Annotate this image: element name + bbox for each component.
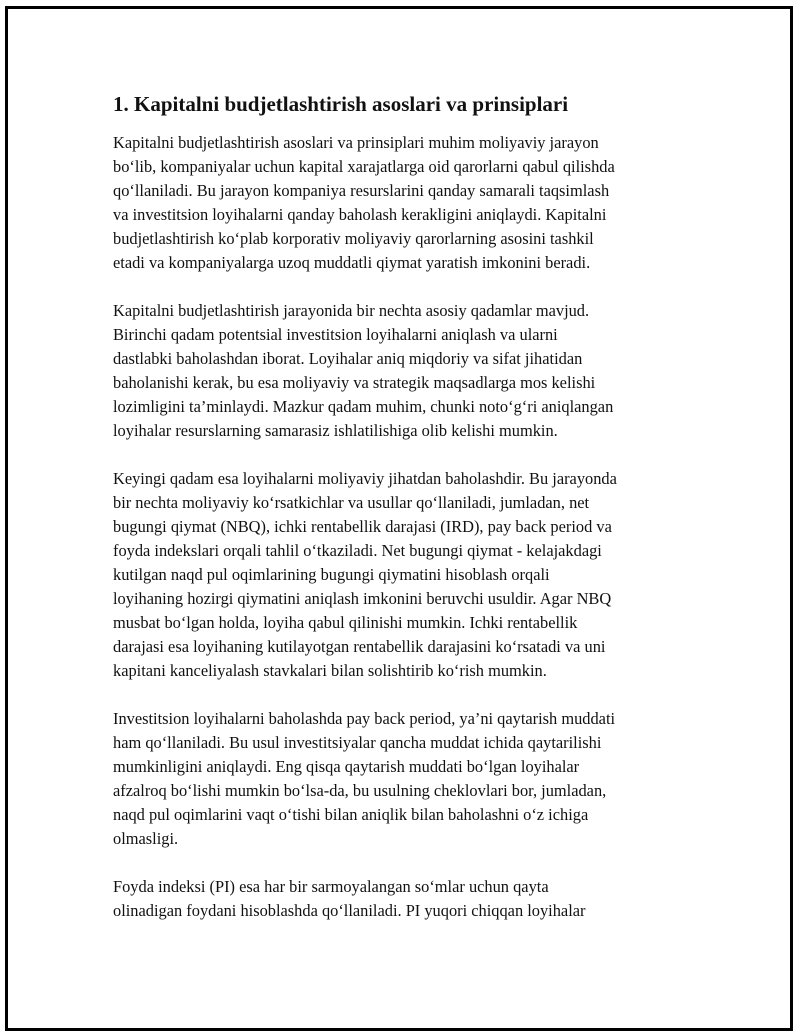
paragraph-1 <box>113 131 685 275</box>
text-line: va investitsion loyihalarni qanday baholash kerakligini aniqlaydi. Kapitalni <box>113 205 607 224</box>
text-line: budjetlashtirish ko‘plab korporativ moliyaviy qarorlarning asosini tashkil <box>113 229 594 248</box>
text-line: bugungi qiymat (NBQ), ichki rentabellik darajasi (IRD), pay back period va <box>113 517 612 536</box>
text-line: mumkinligini aniqlaydi. Eng qisqa qaytarish muddati bo‘lgan loyihalar <box>113 757 580 776</box>
text-line: loyihaning hozirgi qiymatini aniqlash imkonini beruvchi usuldir. Agar NBQ <box>113 589 612 608</box>
text-line: bo‘lib, kompaniyalar uchun kapital xarajatlarga oid qarorlarni qabul qilishda <box>113 157 615 176</box>
paragraph-3 <box>113 467 685 683</box>
text-line: etadi va kompaniyalarga uzoq muddatli qiymat yaratish imkonini beradi. <box>113 253 591 272</box>
paragraph-5 <box>113 875 685 923</box>
text-line: foyda indekslari orqali tahlil o‘tkaziladi. Net bugungi qiymat - kelajakdagi <box>113 541 602 560</box>
text-line: darajasi esa loyihaning kutilayotgan rentabellik darajasini ko‘rsatadi va uni <box>113 637 606 656</box>
text-line: olmasligi. <box>113 829 179 848</box>
text-line: Investitsion loyihalarni baholashda pay back period, ya’ni qaytarish muddati <box>113 709 616 728</box>
text-line: ham qo‘llaniladi. Bu usul investitsiyalar qancha muddat ichida qaytarilishi <box>113 733 602 752</box>
text-line: musbat bo‘lgan holda, loyiha qabul qilinishi mumkin. Ichki rentabellik <box>113 613 578 632</box>
text-line: naqd pul oqimlarini vaqt o‘tishi bilan aniqlik bilan baholashni o‘z ichiga <box>113 805 589 824</box>
text-line: loyihalar resurslarning samarasiz ishlatilishiga olib kelishi mumkin. <box>113 421 558 440</box>
paragraph-2 <box>113 299 685 443</box>
text-line: Kapitalni budjetlashtirish asoslari va prinsiplari muhim moliyaviy jarayon <box>113 133 599 152</box>
section-heading: 1. Kapitalni budjetlashtirish asoslari va prinsiplari <box>113 92 569 116</box>
text-line: lozimligini ta’minlaydi. Mazkur qadam muhim, chunki noto‘g‘ri aniqlangan <box>113 397 614 416</box>
text-line: dastlabki baholashdan iborat. Loyihalar aniq miqdoriy va sifat jihatidan <box>113 349 583 368</box>
text-line: kutilgan naqd pul oqimlarining bugungi qiymatini hisoblash orqali <box>113 565 550 584</box>
text-line: afzalroq bo‘lishi mumkin bo‘lsa-da, bu usulning cheklovlari bor, jumladan, <box>113 781 607 800</box>
text-line: Foyda indeksi (PI) esa har bir sarmoyalangan so‘mlar uchun qayta <box>113 877 549 896</box>
text-line: olinadigan foydani hisoblashda qo‘llaniladi. PI yuqori chiqqan loyihalar <box>113 901 586 920</box>
document-body <box>113 90 685 947</box>
text-line: Birinchi qadam potentsial investitsion loyihalarni aniqlash va ularni <box>113 325 558 344</box>
text-line: baholanishi kerak, bu esa moliyaviy va strategik maqsadlarga mos kelishi <box>113 373 596 392</box>
text-line: kapitani kanceliyalash stavkalari bilan solishtirib ko‘rish mumkin. <box>113 661 547 680</box>
text-line: Keyingi qadam esa loyihalarni moliyaviy jihatdan baholashdir. Bu jarayonda <box>113 469 617 488</box>
paragraph-4 <box>113 707 685 851</box>
text-line: bir nechta moliyaviy ko‘rsatkichlar va usullar qo‘llaniladi, jumladan, net <box>113 493 590 512</box>
paragraphs-container <box>113 131 685 923</box>
text-line: qo‘llaniladi. Bu jarayon kompaniya resurslarini qanday samarali taqsimlash <box>113 181 610 200</box>
text-line: Kapitalni budjetlashtirish jarayonida bir nechta asosiy qadamlar mavjud. <box>113 301 590 320</box>
